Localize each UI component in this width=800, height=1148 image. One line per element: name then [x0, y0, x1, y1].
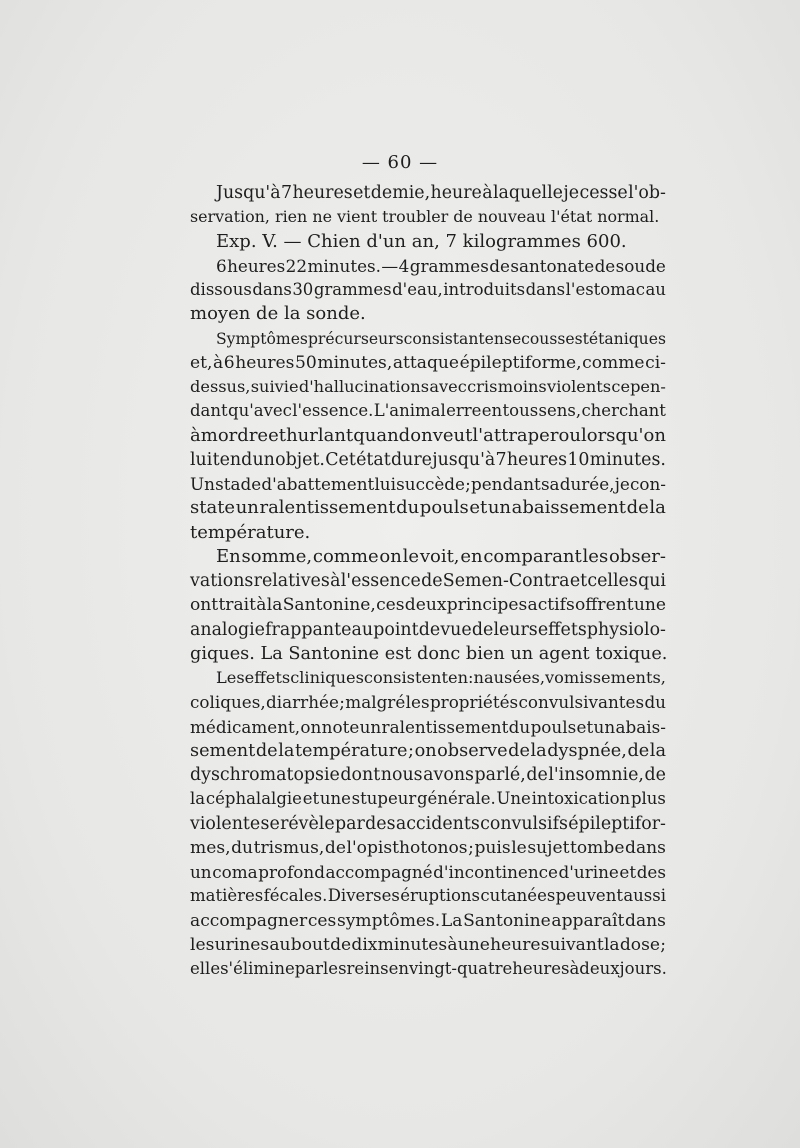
text-line: ont trait à la Santonine, ces deux principes actifs offrent une [190, 595, 666, 616]
text-line: state un ralentissement du pouls et un abaissement de la [190, 497, 666, 519]
text-line: Exp. V. — Chien d'un an, 7 kilogrammes 600. [216, 230, 627, 252]
text-line: Les effets cliniques consistent en : nausées, vomissements, [216, 668, 666, 687]
text-line: à mordre et hurlant quand on veut l'attraper ou lorsqu'on [190, 424, 666, 446]
text-line: dant qu'avec l'essence. L'animal erre en tous sens, cherchant [190, 401, 666, 421]
text-line: analogie frappante au point de vue de leurs effets physiolo- [190, 619, 666, 640]
text-line: giques. La Santonine est donc bien un agent toxique. [190, 643, 668, 664]
text-line: dissous dans 30 grammes d'eau, introduits dans l'estomac au [190, 280, 666, 299]
text-line: mes, du trismus, de l'opisthotonos ; puis le sujet tombe dans [190, 837, 666, 858]
text-line: dessus, suivie d'hallucinations avec cris moins violents cepen- [190, 377, 666, 396]
text-line: coliques, diarrhée ; malgré les propriétés convulsivantes du [190, 692, 666, 713]
text-line: violente se révèle par des accidents convulsifs épileptifor- [190, 813, 666, 834]
text-line: les urines au bout de dix minutes à une heure suivant la dose ; [190, 934, 666, 955]
text-line: et, à 6 heures 50 minutes, attaque épileptiforme, comme ci- [190, 352, 666, 373]
text-line: vations relatives à l'essence de Semen-Contra et celles qui [190, 571, 666, 591]
text-line: sement de la température ; on observe de la dyspnée, de la [190, 740, 666, 761]
text-line: accompagner ces symptômes. La Santonine apparaît dans [190, 910, 666, 931]
text-line: un coma profond accompagné d'incontinence d'urine et des [190, 862, 666, 882]
text-line: la céphalalgie et une stupeur générale. Une intoxication plus [190, 789, 666, 809]
text-line: Un stade d'abattement lui succède ; pendant sa durée, je con- [190, 474, 666, 494]
text-line: température. [190, 521, 311, 543]
text-line: matières fécales. Diverses éruptions cutanées peuvent aussi [190, 886, 666, 906]
page-number: — 60 — [361, 152, 439, 173]
text-line: lui tend un objet. Cet état dure jusqu'à 7 heures 10 minutes. [190, 449, 666, 470]
text-line: dyschromatopsie dont nous avons parlé, de l'insomnie, de [190, 765, 666, 785]
text-line: En somme, comme on le voit, en comparant les obser- [216, 545, 666, 567]
text-line: servation, rien ne vient troubler de nouveau l'état normal. [190, 207, 660, 227]
text-line: 6 heures 22 minutes. — 4 grammes de santonate de soude [216, 255, 666, 276]
text-line: elle s'élimine par les reins en vingt-quatre heures à deux jours. [190, 959, 667, 978]
text-line: Jusqu'à 7 heures et demie, heure à laquelle je cesse l'ob- [216, 183, 666, 203]
text-line: médicament, on note un ralentissement du pouls et un abais- [190, 716, 666, 737]
text-line: moyen de la sonde. [190, 303, 366, 325]
body-text [190, 181, 666, 981]
text-line: Symptômes précurseurs consistant en secousses tétaniques [216, 329, 666, 348]
